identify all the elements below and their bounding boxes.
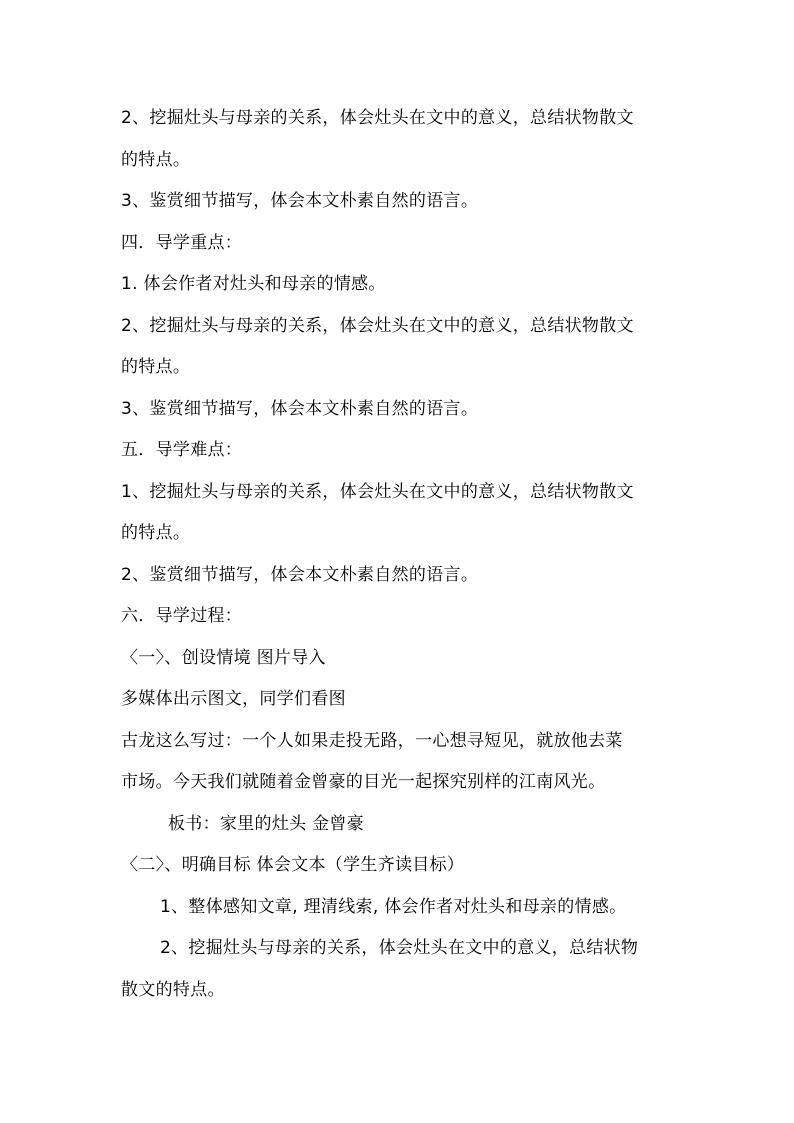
key-point-2-line-2: 的特点。 <box>121 357 191 377</box>
quote-line-1: 古龙这么写过：一个人如果走投无路，一心想寻短见，就放他去菜 <box>121 731 623 751</box>
difficulty-2: 2、鉴赏细节描写，体会本文朴素自然的语言。 <box>121 565 479 585</box>
step-2-goal-1: 1、整体感知文章, 理清线索, 体会作者对灶头和母亲的情感。 <box>160 897 627 917</box>
step-2-goal-2-line-2: 散文的特点。 <box>121 980 225 1000</box>
step-2-heading: 〈二〉、明确目标 体会文本（学生齐读目标） <box>121 855 465 875</box>
step-1-heading: 〈一〉、创设情境 图片导入 <box>121 648 326 668</box>
quote-line-2: 市场。今天我们就随着金曾豪的目光一起探究别样的江南风光。 <box>121 772 606 792</box>
section-heading-key-points: 四．导学重点： <box>121 233 243 253</box>
objective-2-line-2: 的特点。 <box>121 150 191 170</box>
key-point-2-line-1: 2、挖掘灶头与母亲的关系，体会灶头在文中的意义，总结状物散文 <box>121 316 634 336</box>
section-heading-process: 六．导学过程： <box>121 606 243 626</box>
blackboard-note: 板书：家里的灶头 金曾豪 <box>168 814 365 834</box>
key-point-3: 3、鉴赏细节描写，体会本文朴素自然的语言。 <box>121 399 479 419</box>
objective-3: 3、鉴赏细节描写，体会本文朴素自然的语言。 <box>121 191 479 211</box>
difficulty-1-line-1: 1、挖掘灶头与母亲的关系，体会灶头在文中的意义，总结状物散文 <box>121 482 634 502</box>
difficulty-1-line-2: 的特点。 <box>121 523 191 543</box>
key-point-1: 1. 体会作者对灶头和母亲的情感。 <box>121 274 386 294</box>
section-heading-difficulties: 五．导学难点： <box>121 440 243 460</box>
objective-2-line-1: 2、挖掘灶头与母亲的关系，体会灶头在文中的意义，总结状物散文 <box>121 108 634 128</box>
step-2-goal-2-line-1: 2、挖掘灶头与母亲的关系，体会灶头在文中的意义，总结状物 <box>160 938 639 958</box>
step-1-text: 多媒体出示图文，同学们看图 <box>121 689 346 709</box>
